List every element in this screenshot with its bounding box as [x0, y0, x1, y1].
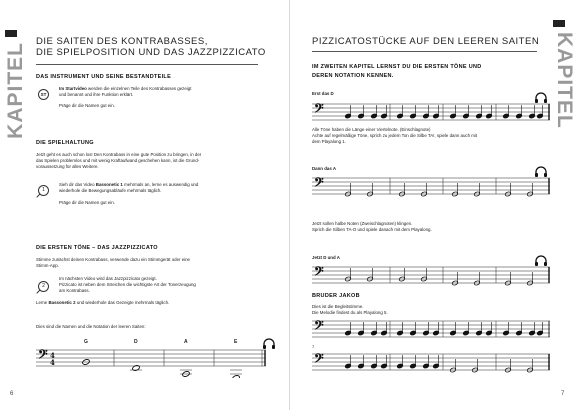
- svg-text:𝄢: 𝄢: [314, 351, 324, 369]
- note-name-g: G: [84, 339, 88, 345]
- note-head: [345, 363, 352, 368]
- note-head: [397, 363, 404, 368]
- text-2: Achte auf regelmäßige Töne, sprich zu jedem Ton die Silbe TA!, spiele dann auch mit: [312, 133, 478, 138]
- note-head: [397, 330, 404, 335]
- playalong-number-badge: 3: [539, 94, 542, 99]
- note-head: [381, 330, 388, 335]
- example-2-staff: [312, 174, 552, 202]
- chapter-tab-marker: [553, 20, 565, 27]
- posture-text-3: voraussetzung für alles Weitere.: [36, 164, 99, 169]
- text-4: Jetzt sollen halbe Noten (Zweischlagnoten) klingen.: [312, 221, 413, 226]
- note-head: [410, 330, 417, 335]
- note-head: [433, 363, 440, 368]
- svg-text:4: 4: [50, 351, 55, 360]
- example-1-staff: [312, 100, 552, 124]
- note-head: [371, 330, 378, 335]
- note-head: [516, 330, 523, 335]
- example-3-label: Jetzt D und A: [312, 255, 340, 260]
- note-name-d: D: [134, 339, 138, 345]
- pizzicato-text-4: Pizzicato ist neben dem Streichen die wichtigste Art der Tonerzeugung: [59, 282, 196, 287]
- right-page: [290, 0, 580, 410]
- pizzicato-text-7: Dies sind die Namen und die Notation der leeren Saiten:: [36, 324, 146, 329]
- pizzicato-text-2: Stimm-App.: [36, 263, 59, 268]
- note-head: [463, 330, 470, 335]
- title-rule: [36, 64, 258, 65]
- note-head: [423, 113, 430, 118]
- note-head: [476, 330, 483, 335]
- page-title: PIZZICATOSTÜCKE AUF DEN LEEREN SAITEN: [312, 36, 540, 47]
- note-head: [537, 330, 544, 335]
- note-head: [476, 113, 483, 118]
- chapter-tab-marker: [5, 30, 17, 37]
- note-head: [423, 330, 430, 335]
- note-name-a: A: [184, 339, 188, 345]
- svg-text:𝄢: 𝄢: [314, 175, 324, 193]
- note-head: [529, 330, 536, 335]
- pizzicato-text-5: am Kontrabass.: [59, 288, 90, 293]
- page-number-right: 7: [561, 391, 565, 397]
- instrument-text-3: Präge dir die Namen gut ein.: [59, 103, 115, 108]
- note-head: [345, 330, 352, 335]
- text-1: Alle Töne haben die Länge einer Viertelnote. (Einschlagnote): [312, 127, 431, 132]
- instrument-text-1: Im Startvideo werden die einzelnen Teile des Kontrabasses gezeigt: [59, 86, 192, 91]
- text-6: Dies ist die Begleitstimme.: [312, 304, 364, 309]
- title-rule: [312, 51, 537, 52]
- posture-text-5: wiederhole die Bewegungsabläufe mehrmals täglich.: [59, 188, 162, 193]
- note-head: [450, 330, 457, 335]
- bruder-jakob-staff-2: [312, 350, 552, 378]
- chapter-tab-label: KAPITEL: [553, 32, 576, 129]
- note-name-e: E: [234, 339, 238, 345]
- note-head: [450, 113, 457, 118]
- note-head: [503, 113, 510, 118]
- posture-text-6: Präge dir die Namen gut ein.: [59, 200, 115, 205]
- intro-line-1: IM ZWEITEN KAPITEL LERNST DU DIE ERSTEN TÖNE UND: [312, 64, 482, 70]
- example-2-label: Dann das A: [312, 166, 336, 171]
- chapter-tab-label: KAPITEL: [4, 42, 27, 139]
- note-head: [358, 330, 365, 335]
- note-head: [529, 113, 536, 118]
- posture-text-4: Sieh dir das Video Bassonetic 1 mehrmals an, lerne es auswendig und: [59, 182, 199, 187]
- open-strings-staff: [36, 340, 268, 378]
- note-head: [371, 113, 378, 118]
- note-head: [410, 363, 417, 368]
- measure-number: 7: [312, 344, 315, 349]
- page-number-left: 6: [10, 391, 14, 397]
- text-7: Die Melodie findest du als Playalong 5.: [312, 310, 388, 315]
- note-head: [423, 363, 430, 368]
- note-head: [537, 113, 544, 118]
- svg-text:4: 4: [50, 358, 55, 367]
- bruder-jakob-staff-1: [312, 317, 552, 343]
- section-heading-pizzicato: DIE ERSTEN TÖNE – DAS JAZZPIZZICATO: [36, 245, 158, 251]
- note-head: [358, 113, 365, 118]
- posture-text-1: Jetzt geht es auch schon los! Den Kontrabass in eine gute Position zu bringen, in der: [36, 152, 202, 157]
- note-head: [410, 113, 417, 118]
- start-video-badge: ST: [38, 89, 49, 100]
- note-head: [486, 113, 493, 118]
- note-head: [397, 113, 404, 118]
- note-head: [516, 113, 523, 118]
- note-head: [503, 330, 510, 335]
- note-head: [463, 113, 470, 118]
- instrument-text-2: und benannt und ihre Funktion erklärt.: [59, 92, 134, 97]
- headphones-icon: [262, 338, 276, 350]
- note-head: [433, 113, 440, 118]
- pizzicato-text-6: Lerne Bassonetic 2 und wiederhole das Gezeigte mehrmals täglich.: [36, 300, 170, 305]
- section-heading-instrument: DAS INSTRUMENT UND SEINE BESTANDTEILE: [36, 74, 172, 80]
- page-title-line-2: DIE SPIELPOSITION UND DAS JAZZPIZZICATO: [36, 47, 266, 58]
- svg-text:𝄢: 𝄢: [314, 101, 324, 119]
- text-3: dem Playalong 1.: [312, 139, 346, 144]
- section-heading-bruder-jakob: BRUDER JAKOB: [312, 293, 360, 299]
- intro-line-2: DEREN NOTATION KENNEN.: [312, 73, 394, 79]
- svg-text:𝄢: 𝄢: [314, 318, 324, 336]
- note-head: [486, 330, 493, 335]
- example-1-label: Erst das D: [312, 91, 334, 96]
- note-head: [358, 363, 365, 368]
- posture-text-2: das Spielen problemlos und mit wenig Kraftaufwand geschehen kann, ist die Grund-: [36, 158, 200, 163]
- note-head: [433, 330, 440, 335]
- video-1-badge: 1: [38, 185, 49, 196]
- pizzicato-text-3: Im nächsten Video wird das Jazzpizzicato gezeigt.: [59, 276, 157, 281]
- text-5: Sprich die Silben TA-O und spiele danach mit dem Playalong.: [312, 227, 432, 232]
- video-2-badge: 2: [38, 281, 49, 292]
- note-head: [345, 113, 352, 118]
- svg-text:𝄢: 𝄢: [314, 264, 324, 282]
- note-head: [381, 363, 388, 368]
- pizzicato-text-1: Stimme zunächst deinen Kontrabass, verwende dazu ein Stimmgerät oder eine: [36, 257, 191, 262]
- page-title-line-1: DIE SAITEN DES KONTRABASSES,: [36, 36, 208, 47]
- example-3-staff: [312, 263, 552, 291]
- svg-text:𝄢: 𝄢: [38, 347, 48, 365]
- note-head: [371, 363, 378, 368]
- section-heading-posture: DIE SPIELHALTUNG: [36, 140, 94, 146]
- note-head: [381, 113, 388, 118]
